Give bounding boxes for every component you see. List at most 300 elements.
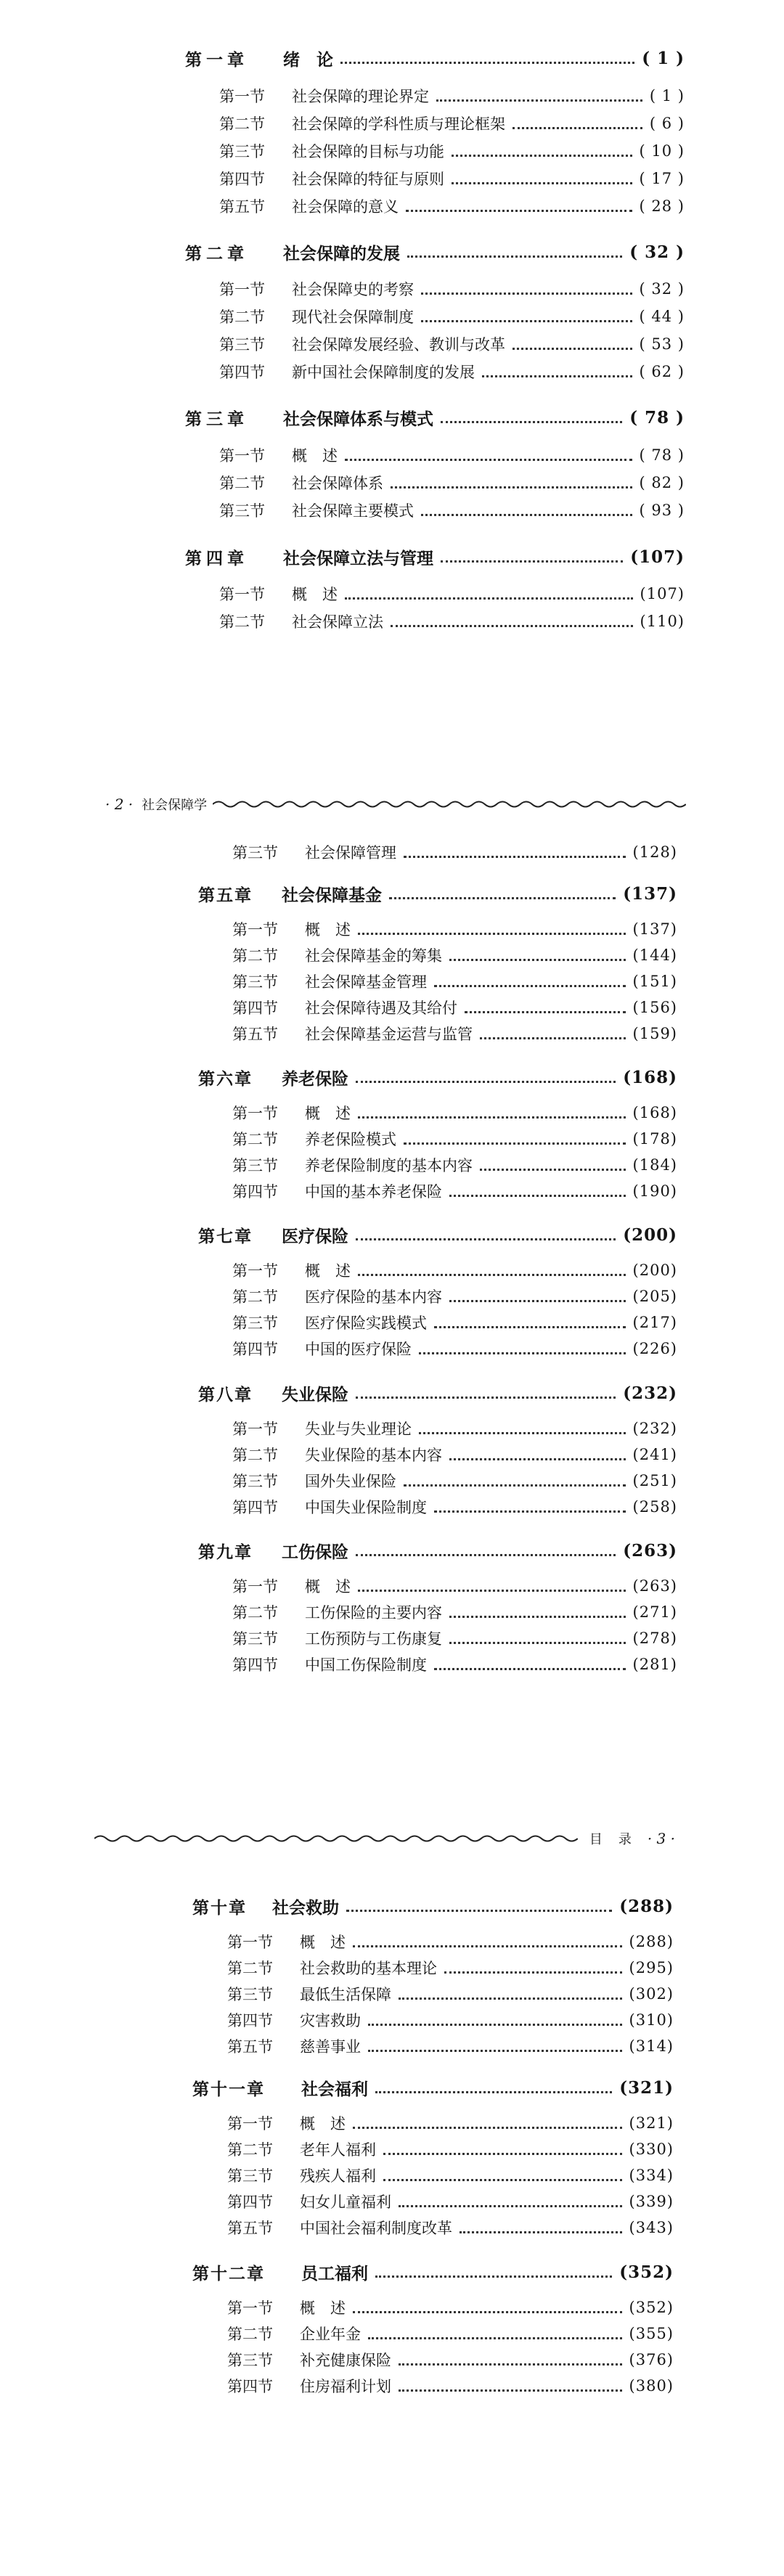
page-ref: (205)	[632, 1288, 677, 1305]
dot-leader	[480, 1169, 626, 1171]
page-ref: (343)	[629, 2219, 674, 2236]
section-number: 第一节	[219, 447, 265, 465]
page-ref: ( 82 )	[639, 474, 685, 491]
section-entry[interactable]	[232, 1259, 677, 1281]
chapter-title: 工伤保险	[282, 1542, 348, 1562]
dot-leader	[419, 1352, 626, 1354]
dot-leader	[399, 1998, 622, 2000]
section-number: 第三节	[219, 502, 265, 520]
book-title: 社会保障学	[142, 798, 208, 813]
section-title: 社会保障待遇及其给付	[305, 999, 457, 1017]
chapter-number: 第十一章	[192, 2080, 265, 2099]
section-title: 社会保障主要模式	[292, 502, 414, 520]
page-ref: (168)	[623, 1068, 677, 1087]
dot-leader	[421, 514, 632, 516]
page-ref: (168)	[632, 1104, 677, 1121]
section-entry[interactable]	[232, 1653, 677, 1675]
section-title: 失业与失业理论	[305, 1420, 412, 1438]
page-ref: (200)	[623, 1225, 677, 1245]
dot-leader	[449, 959, 626, 961]
dot-leader	[375, 2091, 612, 2093]
section-number: 第一节	[227, 2115, 273, 2133]
page-ref: ( 53 )	[639, 335, 685, 353]
dot-leader	[356, 1081, 616, 1083]
section-title: 概 述	[305, 1578, 351, 1595]
page-ref: ( 78 )	[639, 446, 685, 464]
section-entry[interactable]	[227, 1983, 674, 2005]
wavy-rule	[94, 1833, 578, 1844]
chapter-number: 第七章	[198, 1227, 253, 1246]
section-entry[interactable]	[232, 1496, 677, 1518]
section-title: 失业保险的基本内容	[305, 1447, 442, 1464]
section-title: 住房福利计划	[300, 2378, 391, 2395]
section-title: 中国失业保险制度	[305, 1499, 427, 1516]
section-number: 第四节	[232, 1499, 278, 1516]
chapter-entry[interactable]	[185, 46, 685, 70]
section-number: 第四节	[232, 999, 278, 1017]
section-number: 第四节	[227, 2012, 273, 2029]
section-entry[interactable]	[219, 499, 685, 521]
chapter-number: 第四章	[185, 549, 248, 568]
dot-leader	[353, 2311, 622, 2313]
page-ref: (232)	[632, 1420, 677, 1437]
section-title: 工伤保险的主要内容	[305, 1604, 442, 1622]
chapter-number: 第十章	[192, 1898, 247, 1918]
section-number: 第三节	[232, 844, 278, 862]
section-title: 社会保障史的考察	[292, 281, 414, 298]
dot-leader	[407, 255, 622, 258]
section-entry[interactable]	[227, 2035, 674, 2057]
section-title: 妇女儿童福利	[300, 2193, 391, 2211]
page-ref: (258)	[632, 1498, 677, 1516]
section-number: 第二节	[232, 947, 278, 965]
page-ref: (107)	[630, 547, 685, 567]
page-ref: (376)	[629, 2351, 674, 2368]
section-number: 第一节	[232, 921, 278, 939]
chapter-title: 社会保障的发展	[283, 244, 400, 263]
page-ref: (271)	[632, 1603, 677, 1621]
section-entry[interactable]	[219, 85, 685, 107]
section-entry[interactable]	[232, 1154, 677, 1176]
dot-leader	[449, 1616, 626, 1618]
section-entry[interactable]	[232, 1180, 677, 1202]
chapter-title: 社会福利	[301, 2080, 368, 2099]
running-header	[105, 795, 686, 814]
section-number: 第二节	[232, 1604, 278, 1622]
section-entry[interactable]	[219, 610, 685, 632]
dot-leader	[449, 1642, 626, 1644]
dot-leader	[399, 2205, 622, 2207]
chapter-entry[interactable]	[185, 240, 685, 264]
section-number: 第三节	[219, 336, 265, 353]
section-number: 第一节	[227, 2299, 273, 2317]
section-title: 中国的基本养老保险	[305, 1183, 442, 1201]
dot-leader	[441, 560, 623, 563]
page-ref: (310)	[629, 2011, 674, 2029]
dot-leader	[404, 1142, 626, 1145]
page-ref: (314)	[629, 2037, 674, 2055]
page-ref: (321)	[619, 2078, 674, 2098]
section-number: 第四节	[232, 1656, 278, 1674]
page-ref: (137)	[632, 920, 677, 938]
section-number: 第二节	[219, 308, 265, 326]
page-ref: (295)	[629, 1959, 674, 1976]
page-ref: (156)	[632, 999, 677, 1016]
section-title: 概 述	[305, 1105, 351, 1122]
section-number: 第一节	[232, 1578, 278, 1595]
dot-leader	[513, 127, 642, 129]
section-title: 概 述	[292, 447, 338, 465]
dot-leader	[391, 486, 632, 488]
page-ref: (321)	[629, 2114, 674, 2132]
section-number: 第三节	[219, 143, 265, 160]
chapter-entry[interactable]	[198, 1066, 677, 1089]
page-ref: (263)	[632, 1577, 677, 1595]
section-number: 第一节	[219, 281, 265, 298]
page-ref: (232)	[623, 1383, 677, 1403]
section-number: 第二节	[232, 1447, 278, 1464]
dot-leader	[368, 2337, 622, 2339]
section-number: 第三节	[232, 1314, 278, 1332]
section-number: 第一节	[219, 586, 265, 603]
section-number: 第二节	[219, 475, 265, 492]
page-ref: (184)	[632, 1156, 677, 1174]
section-title: 概 述	[305, 921, 351, 939]
section-entry[interactable]	[232, 1418, 677, 1439]
section-entry[interactable]	[227, 2217, 674, 2238]
section-number: 第二节	[232, 1288, 278, 1306]
section-entry[interactable]	[219, 278, 685, 300]
section-number: 第二节	[227, 2326, 273, 2343]
section-entry[interactable]	[232, 997, 677, 1018]
section-entry[interactable]	[227, 2323, 674, 2344]
page-ref: ( 28 )	[639, 197, 685, 215]
section-title: 中国的医疗保险	[305, 1341, 412, 1358]
dot-leader	[406, 210, 632, 212]
section-title: 养老保险制度的基本内容	[305, 1157, 473, 1174]
section-title: 概 述	[300, 1934, 346, 1951]
section-entry[interactable]	[219, 472, 685, 494]
dot-leader	[375, 2276, 612, 2278]
chapter-number: 第九章	[198, 1542, 253, 1562]
page-ref: (251)	[632, 1472, 677, 1489]
dot-leader	[434, 1510, 626, 1513]
section-title: 中国工伤保险制度	[305, 1656, 427, 1674]
section-title: 社会保障的意义	[292, 198, 399, 216]
section-entry[interactable]	[232, 841, 677, 863]
section-entry[interactable]	[232, 1128, 677, 1150]
section-entry[interactable]	[219, 168, 685, 189]
section-title: 中国社会福利制度改革	[300, 2220, 452, 2237]
section-title: 社会保障管理	[305, 844, 396, 862]
section-number: 第四节	[232, 1183, 278, 1201]
page-ref: ( 78 )	[629, 408, 685, 428]
section-entry[interactable]	[232, 1023, 677, 1044]
chapter-entry[interactable]	[198, 1539, 677, 1563]
section-title: 社会保障体系	[292, 475, 383, 492]
page-ref: ( 62 )	[639, 363, 685, 380]
section-number: 第一节	[232, 1105, 278, 1122]
chapter-entry[interactable]	[192, 1894, 674, 1918]
section-entry[interactable]	[219, 361, 685, 383]
running-title: 目录	[589, 1832, 648, 1847]
section-title: 补充健康保险	[300, 2352, 391, 2369]
section-title: 医疗保险实践模式	[305, 1314, 427, 1332]
dot-leader	[404, 1484, 626, 1487]
page-ref: (178)	[632, 1130, 677, 1148]
page-ref: ( 1 )	[642, 49, 685, 68]
section-entry[interactable]	[232, 1285, 677, 1307]
section-number: 第三节	[232, 1473, 278, 1490]
section-number: 第三节	[227, 2352, 273, 2369]
section-title: 新中国社会保障制度的发展	[292, 364, 475, 381]
section-number: 第三节	[232, 1630, 278, 1648]
section-entry[interactable]	[232, 1470, 677, 1492]
section-entry[interactable]	[219, 333, 685, 355]
dot-leader	[513, 348, 632, 350]
dot-leader	[340, 62, 634, 64]
chapter-title: 社会保障基金	[282, 886, 382, 905]
section-number: 第四节	[227, 2193, 273, 2211]
page-ref: (137)	[623, 884, 677, 904]
section-number: 第一节	[232, 1262, 278, 1280]
section-title: 工伤预防与工伤康复	[305, 1630, 442, 1648]
page-number: · 3 ·	[647, 1830, 675, 1847]
section-number: 第二节	[227, 1960, 273, 1977]
dot-leader	[358, 933, 626, 935]
page-ref: ( 32 )	[629, 242, 685, 262]
dot-leader	[389, 897, 616, 899]
section-entry[interactable]	[219, 583, 685, 605]
section-entry[interactable]	[219, 444, 685, 466]
dot-leader	[441, 421, 622, 423]
section-entry[interactable]	[227, 2297, 674, 2318]
dot-leader	[345, 597, 633, 600]
section-number: 第二节	[227, 2141, 273, 2159]
section-title: 社会保障发展经验、教训与改革	[292, 336, 505, 353]
section-number: 第三节	[227, 1986, 273, 2003]
dot-leader	[449, 1300, 626, 1302]
dot-leader	[452, 155, 632, 157]
dot-leader	[368, 2024, 622, 2026]
page-ref: ( 93 )	[639, 502, 685, 519]
section-title: 残疾人福利	[300, 2167, 376, 2185]
section-title: 社会救助的基本理论	[300, 1960, 437, 1977]
dot-leader	[436, 99, 642, 102]
section-number: 第二节	[219, 613, 265, 631]
page-ref: ( 17 )	[639, 170, 685, 187]
section-entry[interactable]	[232, 1627, 677, 1649]
page-ref: (263)	[623, 1541, 677, 1561]
section-entry[interactable]	[227, 2009, 674, 2031]
section-number: 第一节	[219, 88, 265, 105]
dot-leader	[434, 1326, 626, 1328]
section-number: 第五节	[227, 2038, 273, 2056]
page-ref: (355)	[629, 2325, 674, 2342]
dot-leader	[345, 459, 632, 461]
chapter-entry[interactable]	[198, 1381, 677, 1405]
dot-leader	[356, 1238, 616, 1240]
chapter-number: 第八章	[198, 1385, 253, 1404]
chapter-title: 医疗保险	[282, 1227, 348, 1246]
section-entry[interactable]	[227, 2375, 674, 2397]
page-ref: (217)	[632, 1314, 677, 1331]
dot-leader	[421, 293, 632, 295]
section-title: 老年人福利	[300, 2141, 376, 2159]
section-entry[interactable]	[227, 2349, 674, 2371]
chapter-title: 失业保险	[282, 1385, 348, 1404]
section-number: 第五节	[232, 1026, 278, 1043]
chapter-number: 第六章	[198, 1069, 253, 1089]
chapter-title: 绪 论	[283, 50, 333, 70]
chapter-title: 员工福利	[301, 2264, 368, 2283]
section-entry[interactable]	[227, 1931, 674, 1953]
section-entry[interactable]	[232, 944, 677, 966]
section-title: 社会保障基金运营与监管	[305, 1026, 473, 1043]
page-ref: ( 6 )	[649, 115, 685, 132]
chapter-entry[interactable]	[185, 545, 685, 569]
section-number: 第三节	[227, 2167, 273, 2185]
section-title: 社会保障基金管理	[305, 973, 427, 991]
section-number: 第二节	[232, 1131, 278, 1148]
section-number: 第四节	[232, 1341, 278, 1358]
page-ref: (380)	[629, 2377, 674, 2395]
dot-leader	[434, 1668, 626, 1670]
dot-leader	[465, 1011, 626, 1013]
section-entry[interactable]	[227, 2164, 674, 2186]
section-entry[interactable]	[219, 140, 685, 162]
section-number: 第四节	[227, 2378, 273, 2395]
section-title: 现代社会保障制度	[292, 308, 414, 326]
page-ref: (278)	[632, 1630, 677, 1647]
section-entry[interactable]	[232, 1601, 677, 1623]
section-number: 第一节	[227, 1934, 273, 1951]
dot-leader	[346, 1910, 612, 1912]
dot-leader	[353, 2127, 622, 2129]
chapter-title: 养老保险	[282, 1069, 348, 1089]
section-number: 第五节	[227, 2220, 273, 2237]
section-entry[interactable]	[232, 970, 677, 992]
section-number: 第二节	[219, 115, 265, 133]
section-entry[interactable]	[219, 195, 685, 217]
dot-leader	[391, 625, 633, 627]
page-ref: (288)	[629, 1933, 674, 1950]
dot-leader	[358, 1274, 626, 1276]
section-title: 概 述	[300, 2299, 346, 2317]
page-ref: ( 44 )	[639, 308, 685, 325]
section-entry[interactable]	[219, 113, 685, 134]
section-title: 最低生活保障	[300, 1986, 391, 2003]
page-ref: (128)	[632, 843, 677, 861]
chapter-entry[interactable]	[198, 882, 677, 906]
page-ref: (110)	[640, 613, 685, 630]
section-title: 概 述	[300, 2115, 346, 2133]
wavy-rule	[213, 799, 686, 809]
section-entry[interactable]	[232, 1312, 677, 1333]
dot-leader	[421, 320, 632, 322]
page-ref: ( 1 )	[649, 87, 685, 105]
section-entry[interactable]	[227, 1957, 674, 1979]
dot-leader	[356, 1554, 616, 1556]
page-ref: (144)	[632, 946, 677, 964]
section-entry[interactable]	[219, 306, 685, 327]
page-ref: (339)	[629, 2193, 674, 2210]
dot-leader	[434, 985, 626, 987]
page-ref: (241)	[632, 1446, 677, 1463]
chapter-entry[interactable]	[198, 1223, 677, 1247]
page-ref: (288)	[619, 1897, 674, 1916]
chapter-entry[interactable]	[185, 406, 685, 430]
section-title: 养老保险模式	[305, 1131, 396, 1148]
dot-leader	[399, 2389, 622, 2392]
dot-leader	[353, 1945, 622, 1947]
chapter-title: 社会保障体系与模式	[283, 409, 433, 429]
section-title: 社会保障立法	[292, 613, 383, 631]
section-number: 第五节	[219, 198, 265, 216]
section-number: 第三节	[232, 973, 278, 991]
chapter-title: 社会救助	[272, 1898, 339, 1918]
section-entry[interactable]	[232, 1444, 677, 1465]
dot-leader	[480, 1037, 626, 1039]
section-entry[interactable]	[227, 2138, 674, 2160]
section-number: 第三节	[232, 1157, 278, 1174]
section-entry[interactable]	[232, 1575, 677, 1597]
chapter-title: 社会保障立法与管理	[283, 549, 433, 568]
dot-leader	[449, 1195, 626, 1197]
dot-leader	[482, 375, 632, 377]
section-entry[interactable]	[232, 918, 677, 940]
page-ref: (151)	[632, 973, 677, 990]
section-number: 第一节	[232, 1420, 278, 1438]
chapter-number: 第二章	[185, 244, 248, 263]
section-title: 社会保障基金的筹集	[305, 947, 442, 965]
chapter-number: 第一章	[185, 50, 248, 70]
section-title: 社会保障的学科性质与理论框架	[292, 115, 505, 133]
dot-leader	[383, 2179, 622, 2181]
page-ref: (200)	[632, 1262, 677, 1279]
section-number: 第四节	[219, 171, 265, 188]
dot-leader	[368, 2050, 622, 2052]
chapter-number: 第三章	[185, 409, 248, 429]
section-title: 国外失业保险	[305, 1473, 396, 1490]
page-ref: (330)	[629, 2140, 674, 2158]
page-ref: (334)	[629, 2167, 674, 2184]
chapter-entry[interactable]	[192, 2076, 674, 2100]
section-title: 社会保障的理论界定	[292, 88, 429, 105]
dot-leader	[399, 2363, 622, 2366]
running-header	[94, 1829, 675, 1848]
section-title: 社会保障的特征与原则	[292, 171, 444, 188]
page-ref: (159)	[632, 1025, 677, 1042]
section-entry[interactable]	[227, 2112, 674, 2134]
section-entry[interactable]	[227, 2191, 674, 2212]
section-title: 医疗保险的基本内容	[305, 1288, 442, 1306]
page-number: · 2 ·	[105, 796, 134, 813]
section-entry[interactable]	[232, 1102, 677, 1124]
section-number: 第四节	[219, 364, 265, 381]
chapter-number: 第五章	[198, 886, 253, 905]
section-title: 企业年金	[300, 2326, 361, 2343]
dot-leader	[404, 856, 626, 858]
chapter-entry[interactable]	[192, 2260, 674, 2284]
page-ref: ( 32 )	[639, 280, 685, 298]
section-entry[interactable]	[232, 1338, 677, 1359]
dot-leader	[383, 2153, 622, 2155]
section-title: 概 述	[292, 586, 338, 603]
page-ref: (281)	[632, 1656, 677, 1673]
dot-leader	[444, 1971, 622, 1974]
dot-leader	[419, 1432, 626, 1434]
